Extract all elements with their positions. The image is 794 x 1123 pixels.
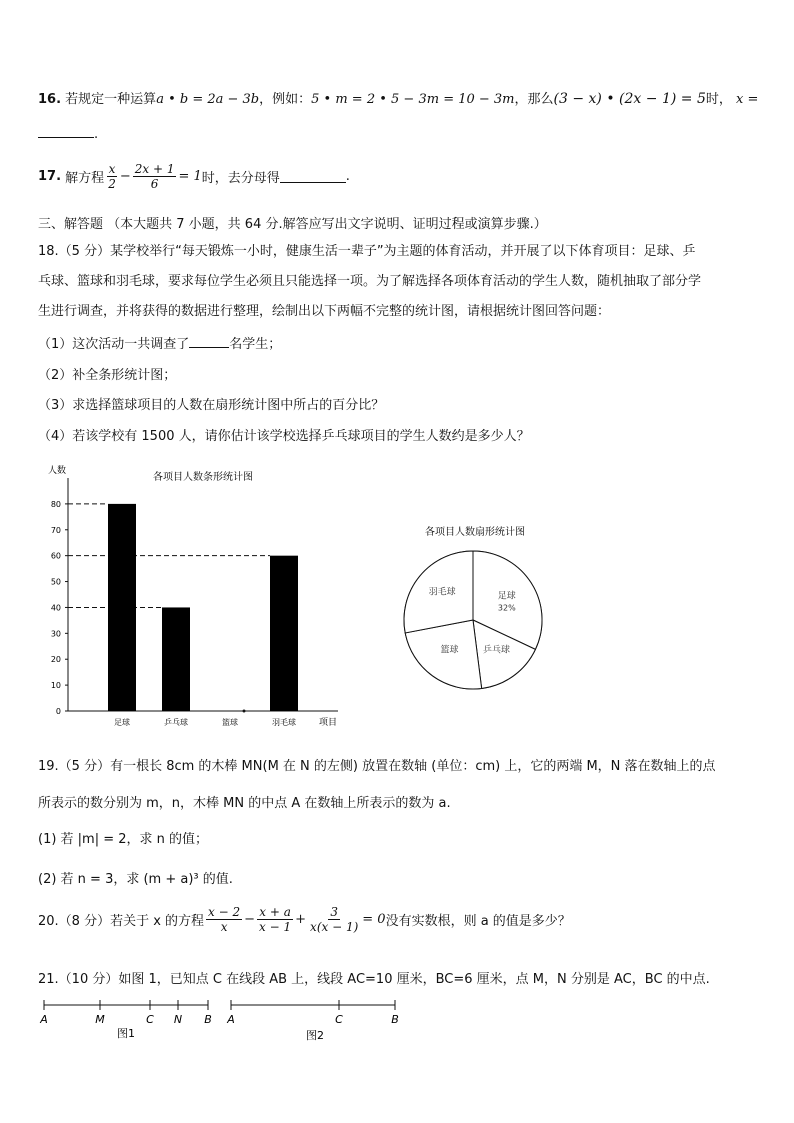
fraction-denominator: 2: [108, 177, 116, 191]
fraction-denominator: 6: [150, 177, 159, 191]
plus-sign: +: [295, 912, 307, 927]
example-label: ，例如：: [259, 92, 312, 107]
equals-one: = 1: [178, 169, 202, 184]
when-label: 时，: [705, 92, 732, 107]
question-18-sub-3: （3）求选择篮球项目的人数在扇形统计图中所占的百分比？: [38, 398, 385, 413]
bar-chart: [38, 460, 348, 735]
point-label: N: [173, 1013, 183, 1026]
bar-chart-xlabel: 项目: [318, 718, 338, 728]
question-text: 20.（8 分）若关于 x 的方程: [38, 914, 205, 929]
fraction-denominator: x − 1: [259, 920, 292, 934]
question-18-sub-4: （4）若该学校有 1500 人，请你估计该学校选择乒乓球项目的学生人数约是多少人？: [38, 429, 530, 444]
pie-chart-plot: [404, 551, 542, 689]
question-19-line-1: 19.（5 分）有一根长 8cm 的木棒 MN(M 在 N 的左侧) 放置在数轴 (单位：cm) 上，它的两端 M，N 落在数轴上的点: [38, 759, 716, 774]
question-18-line-2: 乓球、篮球和羽毛球，要求每位学生必须且只能选择一项。为了解选择各项体育活动的学生人数，随机抽取了部分学: [38, 274, 702, 289]
question-tail: 时，去分母得: [201, 171, 280, 186]
question-16: [38, 88, 758, 107]
fraction-2: [133, 162, 177, 191]
segment-figure-1: [38, 995, 213, 1045]
question-17: [38, 162, 350, 191]
pie-slice-label: 羽毛球: [428, 587, 456, 598]
y-tick-label: 80: [50, 499, 61, 509]
question-18-line-1: 18.（5 分）某学校举行“每天锻炼一小时，健康生活一辈子”为主题的体育活动，并开展了以下体育项目：足球、乒: [38, 244, 696, 259]
point-label: C: [335, 1013, 343, 1026]
fraction-numerator: x: [108, 162, 116, 176]
bar-chart-plot: [51, 478, 338, 727]
point-label: C: [146, 1013, 154, 1026]
bar-1: [108, 504, 136, 711]
fraction-denominator: x: [220, 920, 228, 934]
fraction-numerator: x − 2: [208, 905, 241, 919]
y-tick-label: 10: [50, 681, 61, 691]
question-number: 16.: [38, 92, 62, 107]
equals-zero: = 0: [362, 912, 386, 927]
x-tick-label: 乒乓球: [164, 718, 188, 727]
question-20: [38, 905, 571, 934]
bar-chart-ylabel: 人数: [48, 466, 67, 476]
fraction-denominator: x(x − 1): [310, 920, 359, 934]
x-tick-label: 羽毛球: [272, 718, 296, 727]
question-text: 解方程: [65, 171, 105, 186]
period: .: [345, 169, 350, 184]
sub-question-tail: 名学生；: [229, 337, 282, 352]
question-19-sub-2: (2) 若 n = 3，求 (m + a)³ 的值.: [38, 872, 233, 887]
ask-x: x =: [736, 92, 759, 107]
operation-example: 5 • m = 2 • 5 − 3m = 10 − 3m: [311, 92, 515, 107]
empty-bar-marker: [243, 710, 246, 713]
answer-blank: [38, 125, 94, 138]
figure-1-caption: 图1: [117, 1027, 135, 1040]
pie-slice-percent: 32%: [497, 603, 516, 613]
bar-4: [270, 556, 298, 711]
y-tick-label: 30: [50, 629, 61, 639]
sub-question-text: （1）这次活动一共调查了: [38, 337, 190, 352]
answer-blank: [189, 335, 229, 348]
bar-chart-title: 各项目人数条形统计图: [153, 472, 253, 483]
pie-chart: [390, 515, 560, 690]
question-19-sub-1: (1) 若 |m| = 2，求 n 的值；: [38, 832, 209, 847]
question-18-sub-1: [38, 333, 281, 352]
pie-slice-label: 足球: [497, 591, 516, 602]
fraction-numerator: 3: [330, 905, 338, 919]
fraction-3: [308, 905, 360, 934]
question-18-sub-2: （2）补全条形统计图；: [38, 368, 177, 383]
answer-blank: [280, 170, 346, 183]
fraction-numerator: x + a: [259, 905, 291, 919]
point-label: B: [391, 1013, 399, 1026]
pie-slice-label: 乒乓球: [483, 645, 511, 656]
question-text: 若规定一种运算: [65, 92, 157, 107]
question-tail: 没有实数根，则 a 的值是多少？: [385, 914, 571, 929]
period: .: [94, 127, 99, 142]
segment-figure-2: [225, 995, 405, 1045]
question-16-answer: [38, 125, 98, 142]
bar-2: [162, 607, 190, 711]
y-tick-label: 20: [50, 655, 61, 665]
fraction-1: [206, 905, 242, 934]
minus-sign: −: [119, 169, 131, 184]
question-21: 21.（10 分）如图 1，已知点 C 在线段 AB 上，线段 AC=10 厘米，BC=6 厘米，点 M，N 分别是 AC，BC 的中点.: [38, 972, 710, 987]
point-label: B: [204, 1013, 212, 1026]
figure-2-caption: 图2: [306, 1029, 324, 1042]
x-tick-label: 足球: [114, 718, 130, 727]
operation-definition: a • b = 2a − 3b: [156, 92, 260, 107]
x-tick-label: 篮球: [222, 718, 238, 727]
point-label: M: [95, 1013, 105, 1026]
point-label: A: [227, 1013, 235, 1026]
pie-chart-title: 各项目人数扇形统计图: [425, 527, 525, 538]
then-label: ，那么: [514, 92, 554, 107]
fraction-2: [257, 905, 293, 934]
question-19-line-2: 所表示的数分别为 m，n，木棒 MN 的中点 A 在数轴上所表示的数为 a.: [38, 796, 451, 811]
question-number: 17.: [38, 169, 62, 184]
fraction-1: [106, 162, 118, 191]
operation-condition: (3 − x) • (2x − 1) = 5: [553, 91, 706, 107]
y-tick-label: 60: [50, 551, 61, 561]
fraction-numerator: 2x + 1: [134, 162, 175, 176]
pie-slice-label: 篮球: [440, 645, 459, 656]
section-heading: 三、解答题 （本大题共 7 小题，共 64 分.解答应写出文字说明、证明过程或演算步骤.）: [38, 217, 547, 232]
point-label: A: [40, 1013, 48, 1026]
y-tick-label: 70: [50, 525, 61, 535]
minus-sign: −: [244, 912, 256, 927]
y-tick-label: 40: [50, 603, 61, 613]
y-tick-label: 50: [50, 577, 61, 587]
question-18-line-3: 生进行调查，并将获得的数据进行整理，绘制出以下两幅不完整的统计图，请根据统计图回答问题：: [38, 304, 611, 319]
y-tick-label: 0: [55, 707, 61, 716]
